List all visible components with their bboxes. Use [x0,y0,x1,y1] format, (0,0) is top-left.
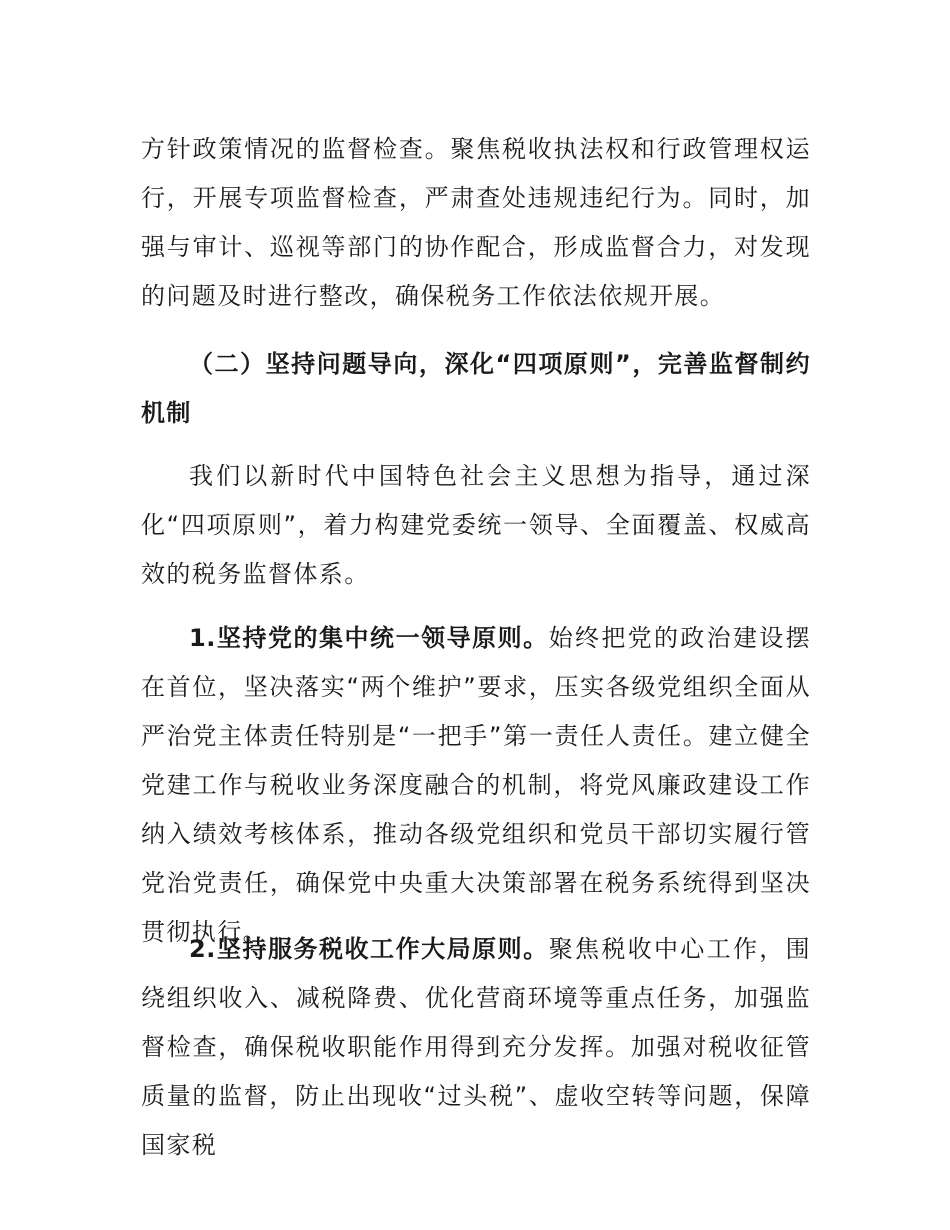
paragraph-principle-2 [141,925,811,1170]
principle-2-body: 聚焦税收中心工作，围绕组织收入、减税降费、优化营商环境等重点任务，加强监督检查，确保税收职能作用得到充分发挥。加强对税收征管质量的监督，防止出现收“过头税”、虚收空转等问题，保障国家税 [141,935,811,1159]
principle-1-lead: 1.坚持党的集中统一领导原则。 [189,624,549,652]
principle-1-body: 始终把党的政治建设摆在首位，坚决落实“两个维护”要求，压实各级党组织全面从严治党主体责任特别是“一把手”第一责任人责任。建立健全党建工作与税收业务深度融合的机制，将党风廉政建设工作纳入绩效考核体系，推动各级党组织和党员干部切实履行管党治党责任，确保党中央重大决策部署在税务系统得到坚决贯彻执行。 [141,624,811,946]
paragraph-intro-four-principles: 我们以新时代中国特色社会主义思想为指导，通过深化“四项原则”，着力构建党委统一领导、全面覆盖、权威高效的税务监督体系。 [141,462,811,588]
principle-2-lead: 2.坚持服务税收工作大局原则。 [189,935,549,963]
paragraph-principle-1 [141,614,811,957]
section-heading-2: （二）坚持问题导向，深化“四项原则”，完善监督制约机制 [141,350,811,427]
paragraph-supervision-continuation: 方针政策情况的监督检查。聚焦税收执法权和行政管理权运行，开展专项监督检查，严肃查处违规违纪行为。同时，加强与审计、巡视等部门的协作配合，形成监督合力，对发现的问题及时进行整改，确保税务工作依法依规开展。 [141,135,811,310]
